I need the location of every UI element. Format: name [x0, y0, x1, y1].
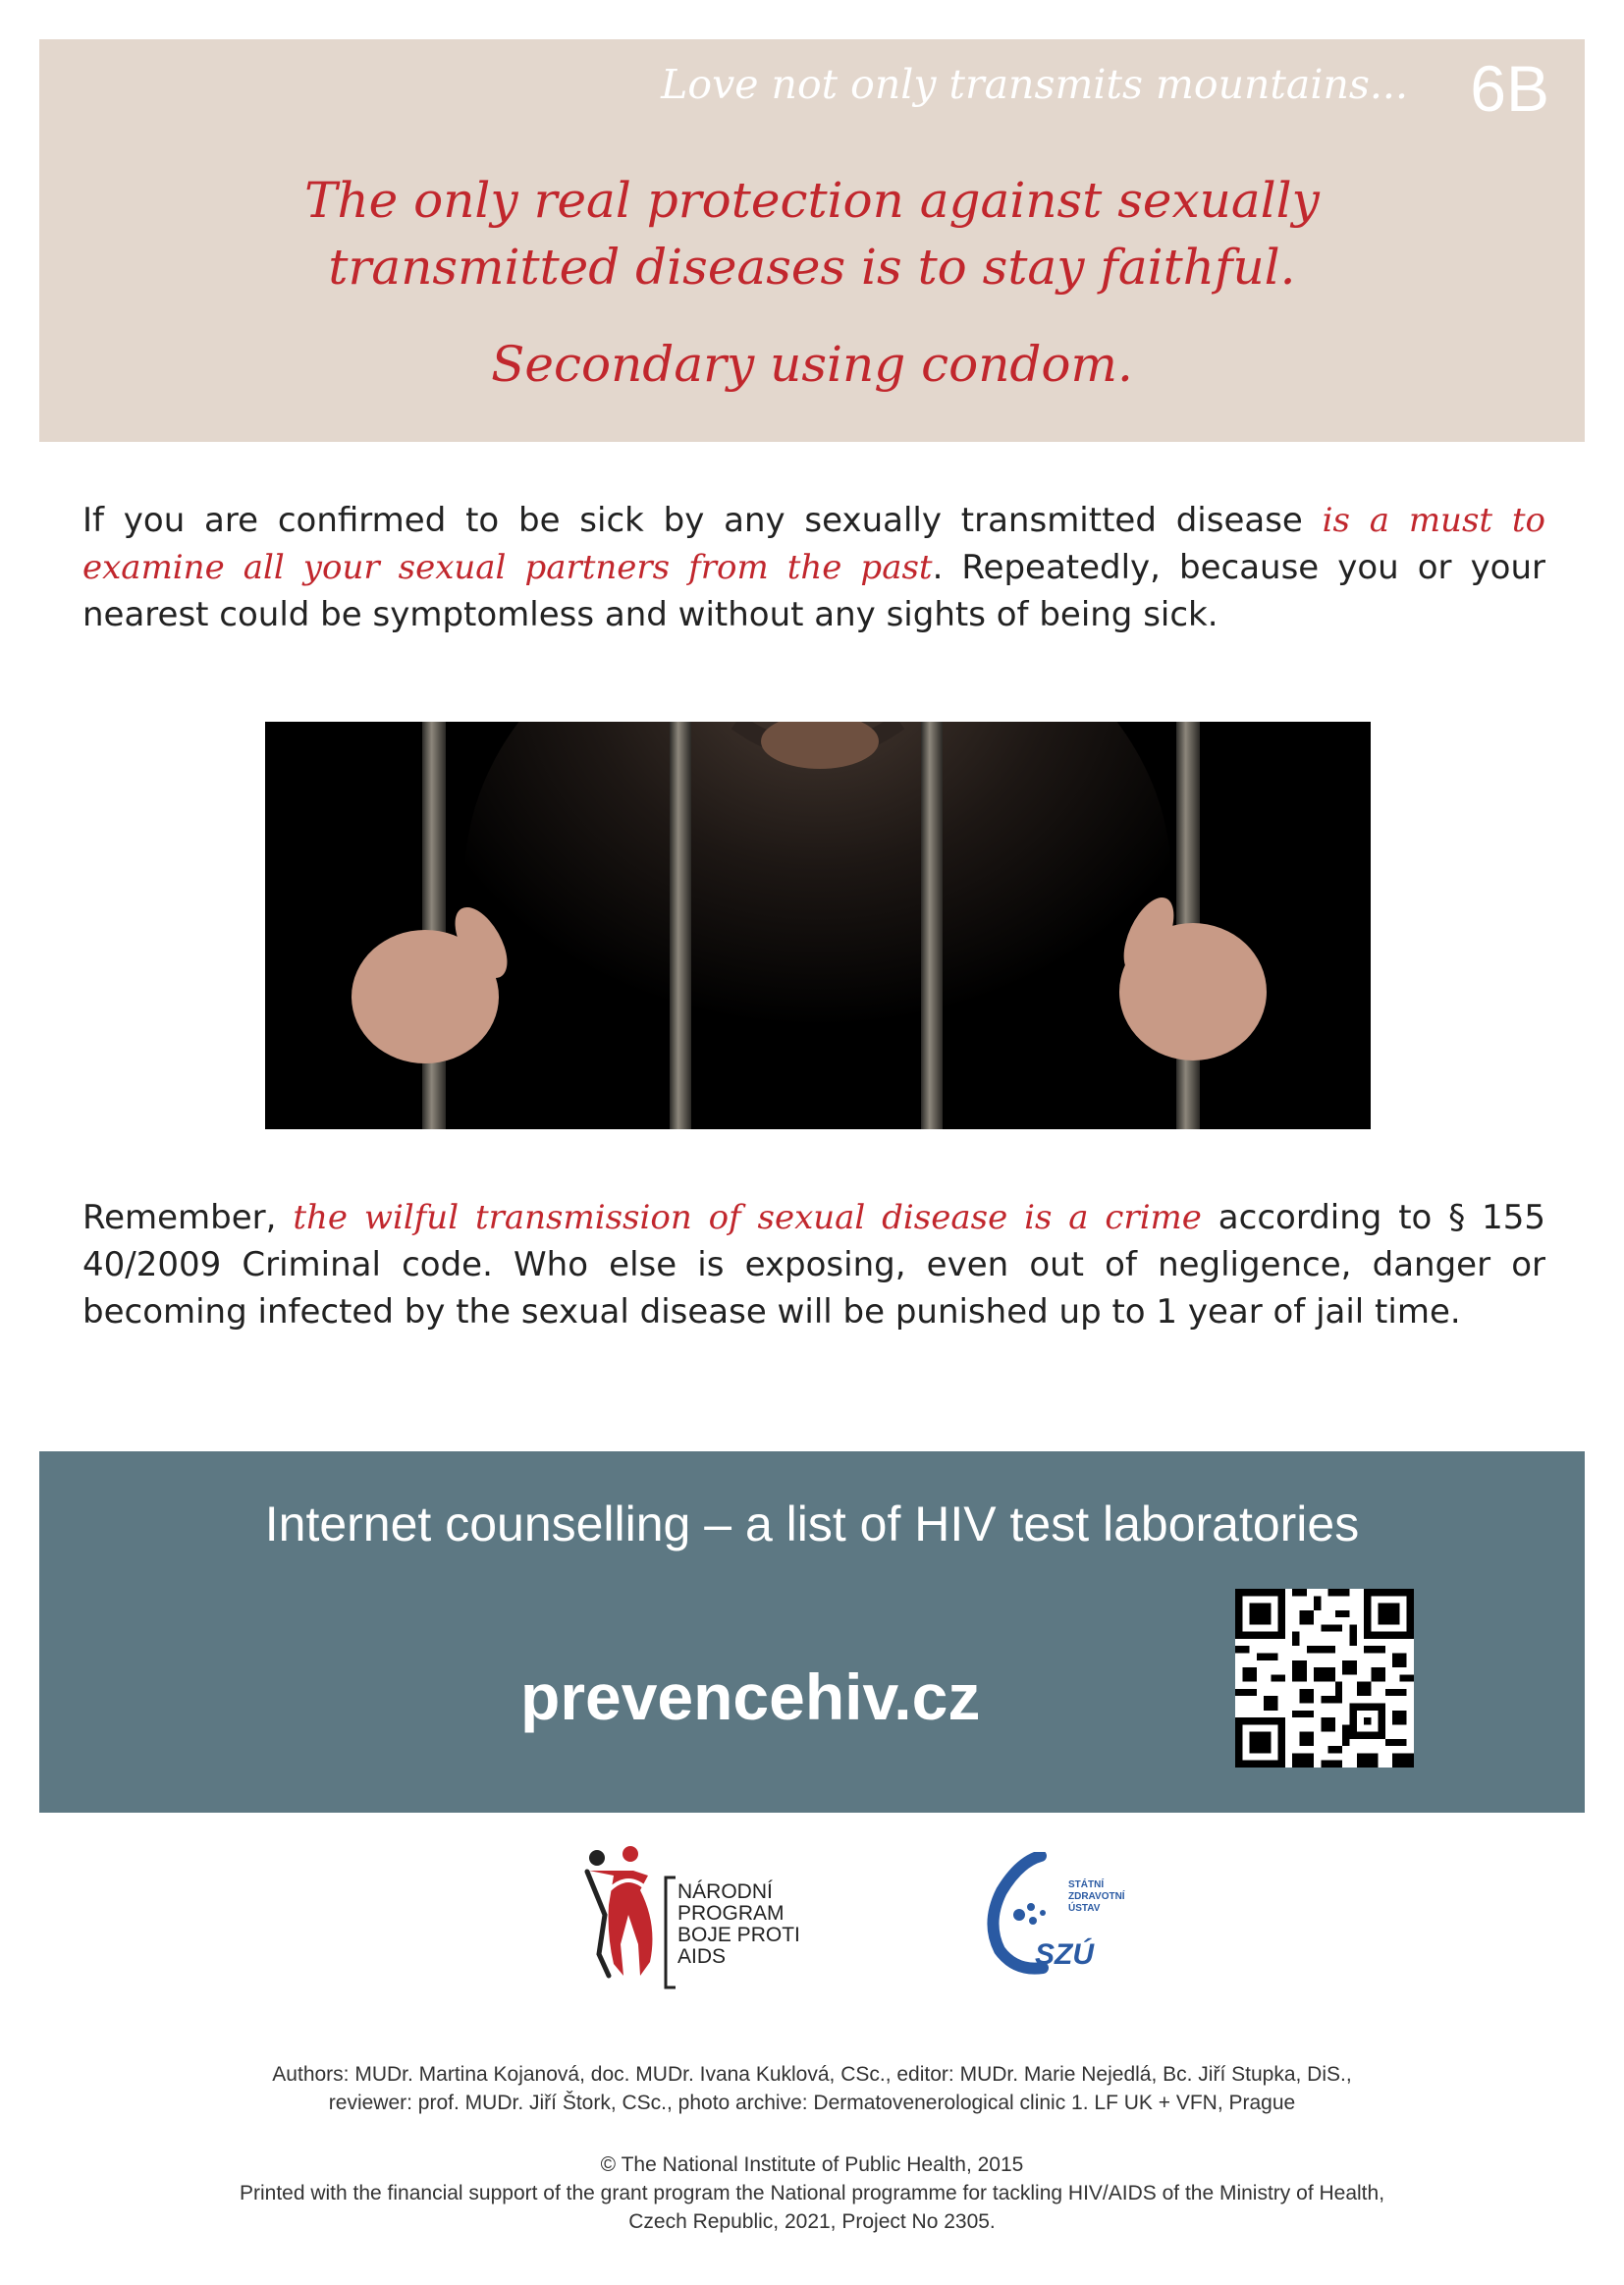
program-logo-line: PROGRAM — [677, 1902, 785, 1925]
qr-code-icon[interactable] — [1235, 1589, 1414, 1768]
authors-credits — [0, 2060, 1624, 2117]
program-logo-line: BOJE PROTI — [677, 1924, 800, 1946]
paragraph-text: If you are confirmed to be sick by any sexually transmitted disease — [82, 501, 1323, 540]
prison-bars-photo — [265, 722, 1371, 1129]
institute-logo-line: ZDRAVOTNÍ — [1068, 1891, 1125, 1902]
credits-line: Printed with the financial support of the grant program the National programme for tackling HIV/AIDS of the Ministry of Health, — [239, 2182, 1385, 2204]
program-logo-line: NÁRODNÍ — [677, 1880, 773, 1903]
paragraph-emphasis: the wilful transmission of sexual disease is a crime — [293, 1198, 1202, 1237]
institute-logo-text — [1068, 1879, 1125, 1915]
paragraph-emphasis: is a must to examine all your sexual partners from the past — [82, 501, 1545, 587]
paragraph-text: Remember, — [82, 1198, 294, 1237]
credits-line: Authors: MUDr. Martina Kojanová, doc. MUDr. Ivana Kuklová, CSc., editor: MUDr. Marie Nejedlá, Bc. Jiří Stupka, DiS., — [272, 2063, 1352, 2086]
institute-abbreviation: SZÚ — [1035, 1938, 1094, 1971]
aids-ribbon-logo-icon — [579, 1846, 677, 1984]
institute-logo-line: ÚSTAV — [1068, 1903, 1101, 1914]
tagline: Love not only transmits mountains... — [661, 61, 1408, 108]
website-link[interactable]: prevencehiv.cz — [520, 1660, 981, 1733]
program-logo-text — [677, 1881, 800, 1968]
paragraph-text: . Repeatedly, because you or your nearest could be symptomless and without any sights of being sick. — [82, 548, 1546, 634]
credits-line: Czech Republic, 2021, Project No 2305. — [628, 2210, 996, 2233]
institute-logo-line: STÁTNÍ — [1068, 1879, 1105, 1890]
credits-line: © The National Institute of Public Health, 2015 — [600, 2153, 1024, 2176]
credits-line: reviewer: prof. MUDr. Jiří Štork, CSc., photo archive: Dermatovenerological clinic 1. LF UK + VFN, Prague — [328, 2092, 1296, 2114]
header-banner — [39, 39, 1585, 442]
subline: Secondary using condom. — [491, 336, 1133, 393]
page-code: 6B — [1470, 52, 1549, 125]
headline — [39, 167, 1585, 300]
counselling-banner — [39, 1451, 1585, 1813]
copyright-credits — [0, 2150, 1624, 2236]
paragraph-crime — [82, 1194, 1545, 1335]
counselling-title: Internet counselling – a list of HIV test laboratories — [264, 1496, 1360, 1551]
headline-line-1: The only real protection against sexually — [304, 172, 1320, 229]
program-logo-line: AIDS — [677, 1945, 727, 1968]
headline-line-2: transmitted diseases is to stay faithful. — [328, 239, 1296, 296]
paragraph-text: according to § 155 40/2009 Criminal code. Who else is exposing, even out of negligence, danger or becoming infected by the sexual disease will be punished up to 1 year of jail time. — [82, 1198, 1545, 1332]
logo-bracket — [664, 1876, 677, 1989]
paragraph-partners — [82, 497, 1545, 638]
